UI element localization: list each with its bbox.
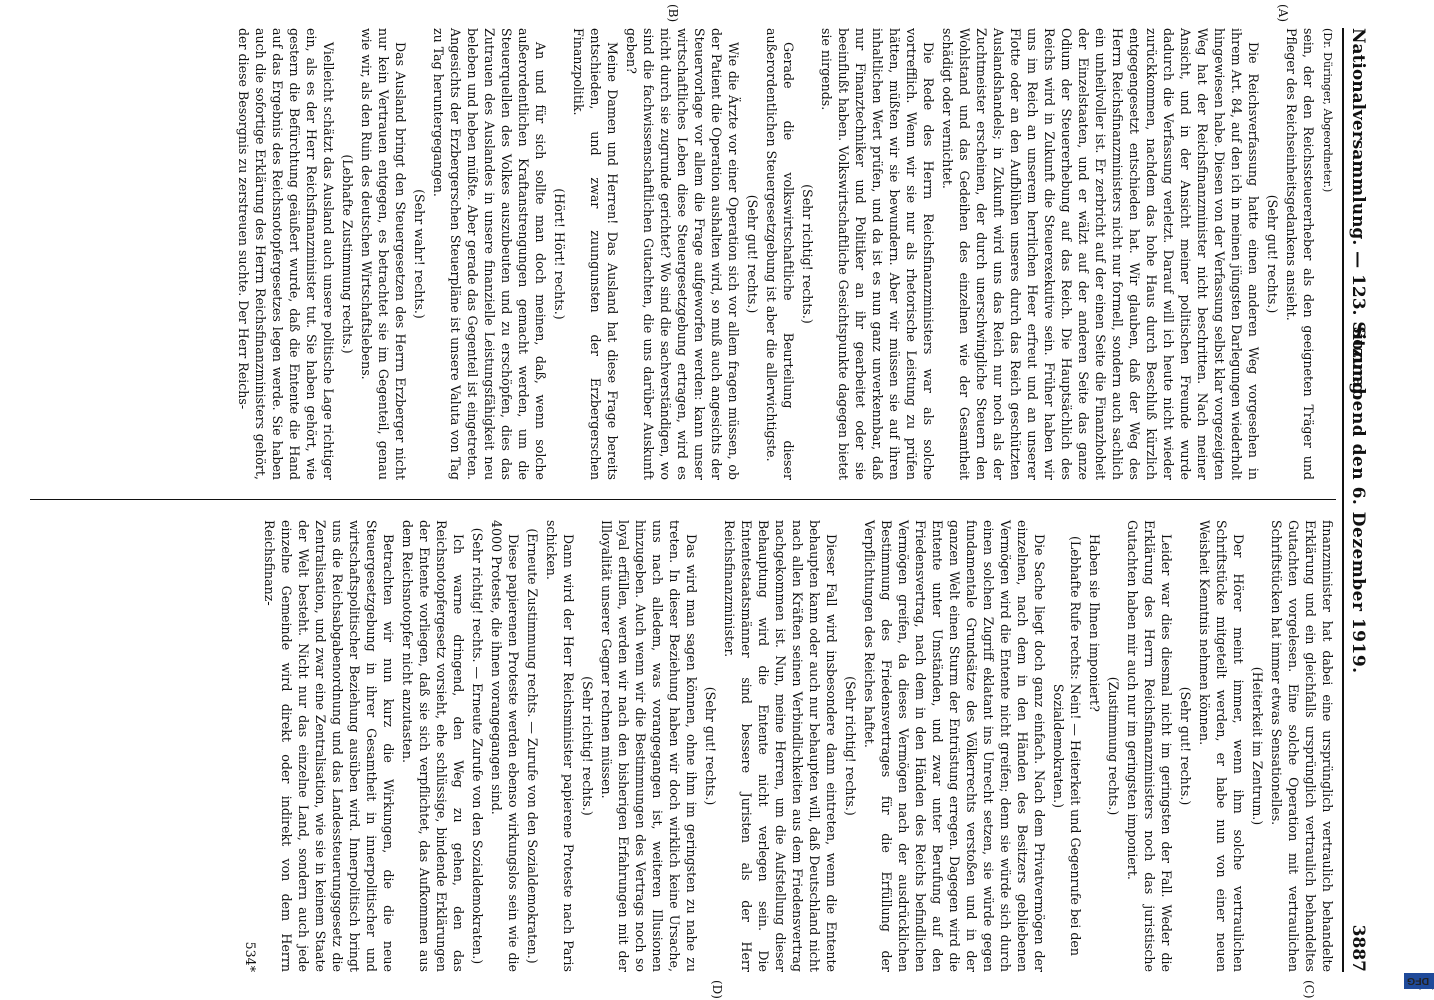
paragraph: Die Reichsverfassung hatte einen anderen Weg vorgesehen in ihrem Art. 84, auf den ich in meinen jüngsten Darlegungen wiederholt hingewiesen habe. Diesen von der Verfassung selbst klar vorgezeigten Weg hat der Reichsfinanzminister nicht beschritten. Nach meiner Ansicht, und in der Ansicht meiner politischen Freunde wurde dadurch die Verfassung verletzt. Darauf will ich heute nicht wieder zurückkommen, nachdem das hohe Haus durch Beschluß kürzlich entgegengesetzt entschieden hat. Wir glauben, daß der Weg des Herrn Reichsfinanzministers nicht nur formell, sondern auch sachlich ein unheilvoller ist. Er zerbricht auf der einen Seite die Finanzhoheit der Einzelstaaten, und er wälzt auf der anderen Seite das ganze Odium der Steuererhebung auf das Reich. Die Hauptsächlich des Reichs wird in Zukunft die Steuerexekutive sein. Früher haben wir uns im Reich an unserem herrlichen Heer erfreut und an unserer Flotte oder an den Aufblühen unseres durch das Reich geschützten Auslandshandels; in Zukunft wird uns das Reich nur noch als der Zuchtmeister erscheinen, der durch unerschwingliche Steuern den Wohlstand und das Gedeihen des einzelnen wie der Gesamtheit schädigt oder vernichtet. <box>940 28 1261 480</box>
interjection: (Lebhafte Rufe rechts: Nein! — Heiterkeit und Gegenrufe bei den Sozialdemokraten.) <box>1051 536 1083 956</box>
interjection: (Erneute Zustimmung rechts. — Zurufe von den Sozialdemokraten.) <box>525 528 540 964</box>
header-date: Sonnabend den 6. Dezember 1919. <box>1348 326 1368 674</box>
margin-marker-a: (A) <box>1276 4 1290 23</box>
paragraph: Dann wird der Herr Reichsminister papierene Proteste nach Paris schicken. <box>544 520 576 972</box>
interjection: (Sehr richtig! rechts.) <box>843 676 858 816</box>
page-number: 3887 <box>1348 924 1368 972</box>
paragraph: Die Rede des Herrn Reichsfinanzministers war als solche vortrefflich. Wenn wir sie nur als rhetorische Leistung zu prüfen hätten, müßten wir sie bewundern. Aber wir müssen sie auf ihren inhaltlichen Wert prüfen, und da ist es nun ganz unverkennbar, daß nur Finanztechniker und Politiker an ihr gearbeitet oder sie beeinflußt haben. Volkswirtschaftliche Gesichtspunkte dagegen bietet sie nirgends. <box>819 28 936 480</box>
interjection: (Sehr gut! rechts.) <box>1178 686 1193 806</box>
interjection: (Sehr wahr! rechts.) <box>412 189 427 319</box>
paragraph: finanzminister hat dabei eine ursprünglich vertraulich behandelte Erklärung und ein gleichfalls ursprünglich vertraulich behandeltes Gutachten vorgelesen. Eine solche Operation mit vertraulichen Schriftstücken hat immer etwas Sensationelles. <box>1269 520 1335 972</box>
margin-marker-b: (B) <box>666 4 680 23</box>
running-head <box>1342 28 1374 972</box>
paragraph: Ich warne dringend, den Weg zu gehen, den das Reichsnotopfergesetz vorsieht, ehe schlüssige, bindende Erklärungen der Entente vorliegen, daß sie sich verpflichtet, das Aufkommen aus dem Reichsnotopfer nicht anzutasten. <box>400 520 466 972</box>
paragraph: Der Hörer meint immer, wenn ihm solche vertraulichen Schriftstücke mitgeteilt werden, er habe nun von einer neuen Weisheit Kenntnis nehmen können. <box>1197 520 1246 972</box>
paragraph: Meine Damen und Herren! Das Ausland hat diese Frage bereits entschieden, und zwar zuungunsten der Erzbergerschen Finanzpolitik. <box>571 28 620 480</box>
interjection: (Sehr gut! rechts.) <box>1265 194 1280 314</box>
paragraph: Vielleicht schätzt das Ausland auch unsere politische Lage richtiger ein, als es der Herr Reichsfinanzminister tut. Sie haben gehört, wie gestern die Befürchtung geäußert wurde, daß die Entente die Hand auf das Ergebnis des Reichsnotopfergesetzes legen werde. Sie haben auch die sofortige Erklärung des Herrn Reichsfinanzministers gehört, der diese Besorgnis zu zerstreuen suchte. Der Herr Reichs- <box>236 28 336 480</box>
paragraph: Das Ausland bringt den Steuergesetzen des Herrn Erzberger nicht nur kein Vertrauen entgegen, es betrachtet sie im Gegenteil, genau wie wir, als den Ruin des deutschen Wirtschaftslebens. <box>359 28 408 480</box>
paragraph: Leider war dies diesmal nicht im geringsten der Fall. Weder die Erklärung des Herrn Reichsfinanzministers noch das juristische Gutachten haben mir auch nur im geringsten imponiert. <box>1125 520 1174 972</box>
margin-marker-c: (C) <box>1302 980 1316 999</box>
interjection: (Zustimmung rechts.) <box>1106 676 1121 816</box>
paragraph: Diese papierenen Proteste werden ebenso wirkungslos sein wie die 4000 Proteste, die ihnen vorangegangen sind. <box>489 520 521 972</box>
interjection: (Heiterkeit im Zentrum.) <box>1250 666 1265 826</box>
paragraph: Die Sache liegt doch ganz einfach. Nach dem Privatvermögen der einzelnen, nach dem in den Händen des Besitzers gebliebenen Vermögen wird die Entente nicht greifen; denn sie würde sich durch einen solchen Zugriff eklatant ins Unrecht setzen, sie würde gegen fundamentale Grundsätze des Völkerrechts verstoßen und in der ganzen Welt einen Sturm der Entrüstung erregen. Dagegen wird die Entente unter Umständen, und zwar unter Berufung auf den Friedensvertrag, nach dem in den Händen des Reichs befindlichen Vermögen greifen, da dieses Vermögen nach der ausdrücklichen Bestimmung des Friedensvertrages für die Erfüllung der Verpflichtungen des Reiches haftet. <box>862 520 1047 972</box>
interjection: (Sehr richtig! rechts. — Erneute Zurufe von den Sozialdemokraten.) <box>470 527 485 965</box>
margin-marker-d: (D) <box>710 980 724 999</box>
paragraph: Wie die Ärzte vor einer Operation sich vor allem fragen müssen, ob der Patient die Operation aushalten wird, so muß auch angesichts der Steuervorlage vor allem die Frage aufgeworfen werden: kann unser wirtschaftliches Leben diese Steuergesetzgebung ertragen, wird es nicht durch sie zugrunde gerichtet? Wo sind die sachverständigen, wo sind die fachwissenschaftlichen Gutachten, die uns darüber Auskunft geben? <box>624 28 741 480</box>
paragraph: Betrachten wir nun kurz die Wirkungen, die die neue Steuergesetzgebung in ihrer Gesamtheit in innerpolitischer und wirtschaftspolitischer Beziehung ausüben wird. Innerpolitisch bringt uns die Reichsabgabenordnung und das Landessteuerungsgesetz die Zentralisation, und zwar eine Zentralisation, wie sie in keinem Staate der Welt besteht. Nicht nur das einzelne Land, sondern auch jede einzelne Gemeinde wird direkt oder indirekt von dem Herrn Reichsfinanz- <box>262 520 396 972</box>
interjection: (Lebhafte Zustimmung rechts.) <box>340 154 355 354</box>
interjection: (Sehr gut! rechts.) <box>703 686 718 806</box>
paragraph: An und für sich sollte man doch meinen, daß, wenn solche außerordentlichen Kraftanstrengungen gemacht werden, um die Steuerquellen des Volkes auszubeuten und zu erschöpfen, dies das Zutrauen des Auslandes in unsere finanzielle Leistungsfähigkeit neu beleben und heben müßte. Aber gerade das Gegenteil ist eingetreten. Angesichts der Erzbergerschen Steuerpläne ist unsere Valuta von Tag zu Tag heruntergegangen. <box>431 28 548 480</box>
right-column <box>30 520 1336 972</box>
paragraph: Das wird man sagen können, ohne ihm im geringsten zu nahe zu treten. In dieser Beziehung haben wir doch wirklich keine Ursache, uns nach alledem, was vorangegangen ist, weiteren Illusionen hinzugeben. Auch wenn wir die Bestimmungen des Vertrags noch so loyal erfüllen, werden wir nach den bisherigen Erfahrungen mit der Illoyalität unserer Gegner rechnen müssen. <box>599 520 699 972</box>
header-session-title: Nationalversammlung. — 123. Sitzung. <box>1348 28 1368 401</box>
speaker-label: (Dr. Düringer, Abgeordneter.) <box>1321 28 1334 193</box>
paragraph: sein, der den Reichssteuererheber als den geeigneten Träger und Pfleger des Reichseinheitsgedankens ansieht. <box>1284 28 1316 480</box>
digitization-notice <box>1407 8 1430 993</box>
paragraph: Haben sie Ihnen imponiert? <box>1087 534 1102 712</box>
interjection: (Hört! Hört! rechts.) <box>552 188 567 320</box>
interjection: (Sehr gut! rechts.) <box>745 194 760 314</box>
interjection: (Sehr richtig! rechts.) <box>580 676 595 816</box>
paragraph: Gerade die volkswirtschaftliche Beurteilung dieser außerordentlichen Steuergesetzgebung ist aber die allerwichtigste. <box>764 28 796 480</box>
print-signature: 534* <box>243 941 258 972</box>
interjection: (Sehr richtig! rechts.) <box>800 184 815 324</box>
column-divider <box>30 499 1336 500</box>
paragraph: Dieser Fall wird insbesondere dann eintreten, wenn die Entente behaupten kann oder auch nur behaupten will, daß Deutschland nicht nach allen Kräften seinen Verbindlichkeiten aus dem Friedensvertrag nachgekommen ist. Nun, meine Herren, um die Aufstellung dieser Behauptung wird die Entente nicht verlegen sein. Die Ententestaatsmänner sind bessere Juristen als der Herr Reichsfinanzminister. <box>722 520 839 972</box>
dfg-logo: DFG <box>1404 973 1434 989</box>
left-column <box>30 28 1336 480</box>
